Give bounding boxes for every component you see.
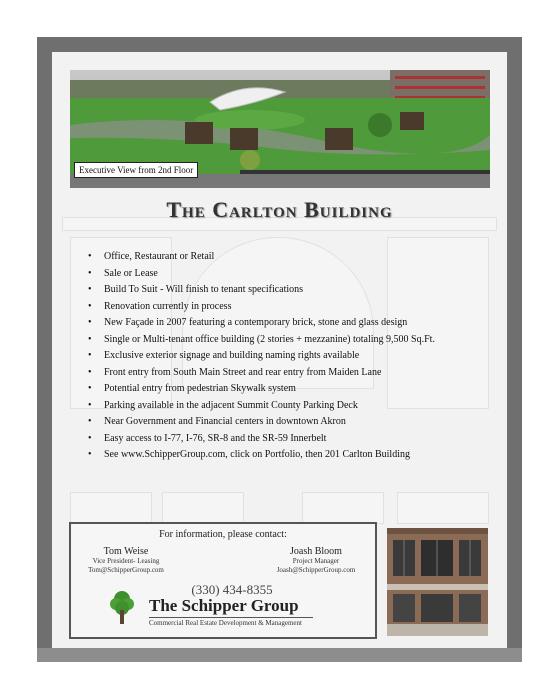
- page-title: The Carlton Building: [166, 197, 393, 222]
- person-email[interactable]: Joash@SchipperGroup.com: [276, 566, 356, 574]
- facade-block-1: [70, 492, 152, 524]
- frame-bottom-strip: [37, 648, 522, 662]
- person-role: Project Manager: [292, 557, 340, 565]
- person-name: Tom Weise: [103, 546, 149, 557]
- list-item: • Near Government and Financial centers in downtown Akron: [88, 414, 498, 431]
- list-item: • Build To Suit - Will finish to tenant specifications: [88, 282, 498, 299]
- list-item: • Parking available in the adjacent Summit County Parking Deck: [88, 398, 498, 415]
- list-item: • Single or Multi-tenant office building (2 stories + mezzanine) totaling 9,500 Sq.Ft.: [88, 332, 498, 349]
- list-item: • Sale or Lease: [88, 266, 498, 283]
- facade-block-3: [302, 492, 384, 524]
- person-email[interactable]: Tom@SchipperGroup.com: [88, 566, 164, 574]
- list-item: • Easy access to I-77, I-76, SR-8 and the SR-59 Innerbelt: [88, 431, 498, 448]
- company-divider: [149, 617, 313, 618]
- list-item[interactable]: • See www.SchipperGroup.com, click on Portfolio, then 201 Carlton Building: [88, 447, 498, 464]
- list-item: • Potential entry from pedestrian Skywalk system: [88, 381, 498, 398]
- contact-phone: (330) 434-8355: [191, 582, 273, 597]
- contact-box: [69, 522, 377, 639]
- feature-list: [88, 249, 498, 464]
- photo-caption: Executive View from 2nd Floor: [74, 162, 198, 178]
- facade-block-2: [162, 492, 244, 524]
- company-tagline: Commercial Real Estate Development & Management: [149, 619, 302, 627]
- person-role: Vice President- Leasing: [92, 557, 160, 565]
- tree-logo-icon: [109, 590, 135, 631]
- contact-heading: For information, please contact:: [159, 529, 287, 540]
- list-item: • New Façade in 2007 featuring a contemporary brick, stone and glass design: [88, 315, 498, 332]
- list-item: • Renovation currently in process: [88, 299, 498, 316]
- contact-person-1: [71, 546, 181, 575]
- list-item: • Exclusive exterior signage and building naming rights available: [88, 348, 498, 365]
- company-name: The Schipper Group: [149, 596, 299, 615]
- contact-person-2: [261, 546, 371, 575]
- building-rendering: [387, 524, 488, 636]
- facade-block-4: [397, 492, 489, 524]
- list-item: • Front entry from South Main Street and rear entry from Maiden Lane: [88, 365, 498, 382]
- list-item: • Office, Restaurant or Retail: [88, 249, 498, 266]
- person-name: Joash Bloom: [290, 546, 342, 557]
